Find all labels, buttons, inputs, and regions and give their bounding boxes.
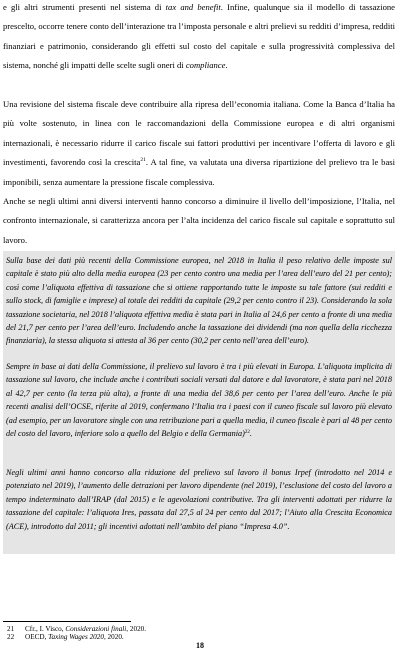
body-paragraph (3, 0, 395, 76)
italic-term: tax and benefit (165, 2, 221, 12)
footnote-ref[interactable]: 21 (140, 157, 146, 164)
box-paragraph (6, 466, 392, 533)
body-paragraph (3, 95, 395, 192)
paragraph-text: e gli altri strumenti presenti nel sistema di (3, 2, 166, 12)
paragraph-text: . (225, 60, 228, 71)
paragraph-text: . A tal fine, va valutata una diversa ripartizione del prelievo tra le basi imponibili, senza aumentare la pressione fiscale complessiva. (3, 157, 396, 187)
footnote-text-part: Cfr., I. Visco, (25, 625, 66, 633)
footnote-number: 21 (7, 625, 15, 633)
box-paragraph (6, 360, 392, 440)
paragraph-text: . Infine, qualunque sia il modello di tassazione prescelto, occorre tenere conto dell’interazione tra l’imposta personale e altri prelievi su redditi d’impresa, redditi finanziari e patrimonio, considerando gli effetti sul costo del capitale e sulla progressività complessiva del sistema, nonché gli impatti delle scelte sugli oneri di (3, 2, 396, 71)
footnote-ref[interactable]: 22 (244, 430, 250, 436)
footnote-text-part: , 2020. (126, 625, 147, 633)
footnote-title: Considerazioni finali (65, 625, 127, 633)
page-number: 18 (196, 641, 204, 650)
footnote-text-part: , 2020. (103, 633, 124, 641)
body-paragraph (3, 192, 395, 250)
paragraph-text: Anche se negli ultimi anni diversi interventi hanno concorso a diminuire il livello dell’imposizione, l’Italia, nel confronto internazionale, si caratterizza ancora per l’alta incidenza del carico fiscale sul capitale e soprattutto sul lavoro. (3, 196, 395, 245)
box-text: . (249, 429, 252, 439)
box-text: Sulla base dei dati più recenti della Commissione europea, nel 2018 in Italia il peso relativo delle imposte sul capitale è stato più alto della media europea (23 per cento contro una media per l’area dell’euro del 21 per cento); così come l’aliquota effettiva di tassazione che si ottiene rapportando tutte le imposte su tale fattore (sui redditi e sullo stock, di famiglie e imprese) al totale dei redditi da capitale (29,2 per cento contro il 23). Considerando la sola tassazione societaria, nel 2018 l’aliquota effettiva media è stata pari in Italia al 24,6 per cento a fronte di una media del 21,7 per cento per l’area dell’euro. Includendo anche la tassazione dei dividendi (ma non quella della ricchezza finanziaria), la stessa aliquota si attesta al 36 per cento (30,2 per cento nell’area dell’euro). (6, 256, 392, 346)
footnote-title: Taxing Wages 2020 (48, 633, 104, 641)
box-paragraph (6, 254, 392, 348)
footnote-divider (3, 621, 131, 622)
italic-term: compliance (185, 60, 226, 71)
footnote-number: 22 (7, 633, 15, 641)
box-text: Sempre in base ai dati della Commissione, il prelievo sul lavoro è tra i più elevati in Europa. L’aliquota implicita di tassazione sul lavoro, che include anche i contributi sociali versati dal datore e dal lavoratore, è stata pari nel 2018 al 42,7 per cento (la terza più alta), a fronte di una media del 38,6 per cento per l’area dell’euro. Anche le più recenti analisi dell’OCSE, riferite al 2019, confermano l’Italia tra i paesi con il cuneo fiscale sul lavoro più elevato (ad esempio, per un lavoratore single con una retribuzione pari a quella media, il cuneo fiscale è pari al 48 per cento del costo del lavoro, inferiore solo a quello del Belgio e della Germania) (6, 362, 392, 439)
box-text: Negli ultimi anni hanno concorso alla riduzione del prelievo sul lavoro il bonus Irpef (introdotto nel 2014 e potenziato nel 2019), l’aumento delle detrazioni per lavoro dipendente (nel 2019), l’esclusione del costo del lavoro a tempo indeterminato dall’IRAP (dal 2015) e le agevolazioni contributive. Tra gli interventi adottati per ridurre la tassazione del capitale: l’aliquota Ires, passata dal 27,5 al 24 per cento dal 2017; l’Aiuto alla Crescita Economica (ACE), introdotto dal 2011; gli incentivi adottati nell’ambito del piano “Impresa 4.0”. (6, 468, 392, 531)
paragraph-text: Una revisione del sistema fiscale deve contribuire alla ripresa dell’economia italiana. Come la Banca d’Italia ha più volte sostenuto, in linea con le raccomandazioni della Commissione europea e di altri organismi internazionali, è necessario ridurre il carico fiscale sui fattori produttivi per incentivare l’offerta di lavoro e gli investimenti, favorendo così la crescita (3, 99, 395, 168)
footnote-text-part: OECD, (25, 633, 49, 641)
